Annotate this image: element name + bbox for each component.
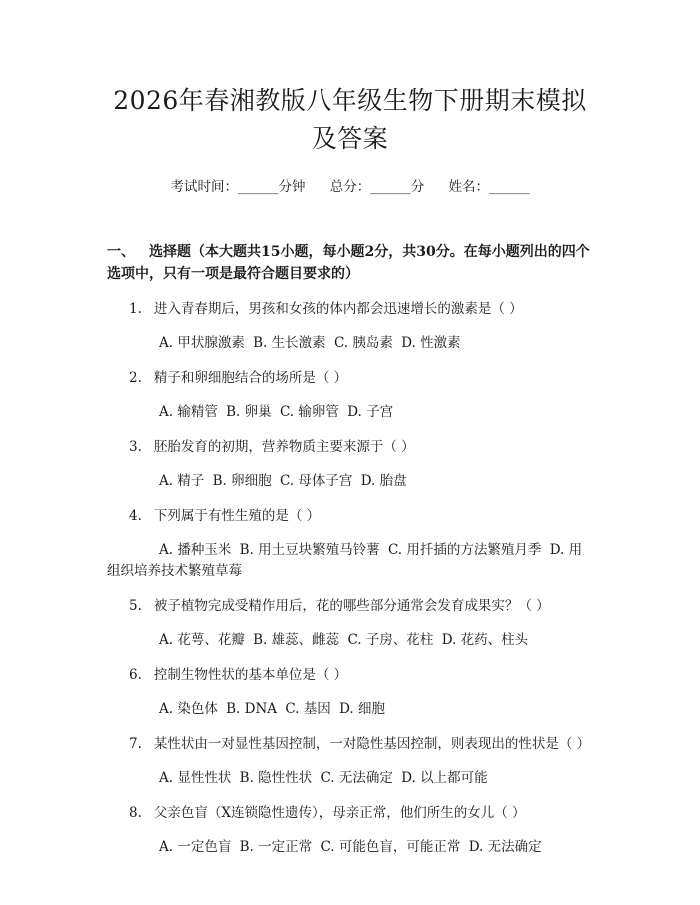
total-score-field: 总分：______分 — [329, 179, 425, 195]
question-stem — [107, 803, 593, 824]
question-item — [107, 299, 593, 354]
option-list — [107, 540, 593, 582]
question-text: 下列属于有性生殖的是（ ） — [153, 508, 321, 524]
option-b: B. 一定正常 — [239, 839, 313, 855]
question-item — [107, 368, 593, 423]
question-number: 5. — [129, 598, 142, 614]
option-a: A. 播种玉米 — [159, 542, 232, 558]
student-name-field: 姓名：______ — [448, 179, 530, 195]
question-number: 8. — [129, 805, 142, 821]
question-text: 某性状由一对显性基因控制，一对隐性基因控制，则表现出的性状是（ ） — [153, 736, 591, 752]
question-stem — [107, 506, 593, 527]
question-number: 3. — [129, 439, 142, 455]
option-b: B. 生长激素 — [253, 335, 326, 351]
option-c: C. 输卵管 — [279, 404, 339, 420]
option-c: C. 子房、花柱 — [347, 632, 434, 648]
option-d: D. 胎盘 — [360, 473, 407, 489]
option-b: B. 雄蕊、雌蕊 — [253, 632, 340, 648]
question-stem — [107, 368, 593, 389]
question-text: 进入青春期后，男孩和女孩的体内都会迅速增长的激素是（ ） — [153, 301, 523, 317]
option-b: B. 隐性性状 — [239, 770, 313, 786]
option-a: A. 染色体 — [159, 701, 218, 717]
section-instructions: 选择题（本大题共15小题，每小题2分，共30分。在每小题列出的四个选项中，只有一项是最符合题目要求的） — [107, 244, 590, 282]
option-list — [107, 471, 593, 492]
section-heading — [107, 241, 593, 285]
question-text: 精子和卵细胞结合的场所是（ ） — [153, 370, 348, 386]
option-c: C. 可能色盲，可能正常 — [320, 839, 461, 855]
question-stem — [107, 596, 593, 617]
exam-meta — [107, 177, 593, 197]
question-item — [107, 665, 593, 720]
option-list — [107, 768, 593, 789]
question-stem — [107, 437, 593, 458]
option-a: A. 显性性状 — [159, 770, 232, 786]
option-b: B. 卵细胞 — [212, 473, 272, 489]
question-item — [107, 734, 593, 789]
exam-time-field: 考试时间：______分钟 — [170, 179, 306, 195]
option-d: D. 细胞 — [339, 701, 385, 717]
question-item — [107, 596, 593, 651]
option-c: C. 胰岛素 — [333, 335, 393, 351]
question-text: 控制生物性状的基本单位是（ ） — [153, 667, 348, 683]
option-a: A. 一定色盲 — [159, 839, 232, 855]
option-c: C. 用扦插的方法繁殖月季 — [387, 542, 542, 558]
option-list — [107, 333, 593, 354]
option-a: A. 甲状腺激素 — [159, 335, 245, 351]
option-d: D. 无法确定 — [468, 839, 542, 855]
option-list — [107, 402, 593, 423]
option-a: A. 输精管 — [159, 404, 218, 420]
question-number: 4. — [129, 508, 142, 524]
question-stem — [107, 299, 593, 320]
option-c: C. 无法确定 — [320, 770, 393, 786]
option-list — [107, 837, 593, 858]
option-d: D. 花药、柱头 — [441, 632, 529, 648]
question-item — [107, 803, 593, 858]
option-a: A. 精子 — [159, 473, 205, 489]
question-number: 6. — [129, 667, 142, 683]
option-c: C. 母体子宫 — [279, 473, 353, 489]
page-title: 2026年春湘教版八年级生物下册期末模拟及答案 — [113, 86, 587, 153]
option-b: B. 用土豆块繁殖马铃薯 — [239, 542, 380, 558]
option-list — [107, 699, 593, 720]
question-number: 1. — [129, 301, 142, 317]
option-b: B. DNA — [226, 701, 278, 717]
question-text: 父亲色盲（X连锁隐性遗传），母亲正常，他们所生的女儿（ ） — [153, 805, 526, 821]
question-item — [107, 506, 593, 582]
question-text: 被子植物完成受精作用后，花的哪些部分通常会发育成果实？（ ） — [153, 598, 550, 614]
option-b: B. 卵巢 — [226, 404, 272, 420]
option-d: D. 性激素 — [401, 335, 461, 351]
option-c: C. 基因 — [285, 701, 331, 717]
question-list — [107, 299, 593, 858]
question-text: 胚胎发育的初期，营养物质主要来源于（ ） — [153, 439, 415, 455]
option-d: D. 子宫 — [347, 404, 394, 420]
section-number: 一、 — [107, 244, 135, 260]
question-item — [107, 437, 593, 492]
question-number: 2. — [129, 370, 142, 386]
question-stem — [107, 734, 593, 755]
option-d: D. 用组织培养技术繁殖草莓 — [107, 542, 583, 579]
option-d: D. 以上都可能 — [401, 770, 488, 786]
question-number: 7. — [129, 736, 142, 752]
question-stem — [107, 665, 593, 686]
option-a: A. 花萼、花瓣 — [159, 632, 245, 648]
option-list — [107, 630, 593, 651]
